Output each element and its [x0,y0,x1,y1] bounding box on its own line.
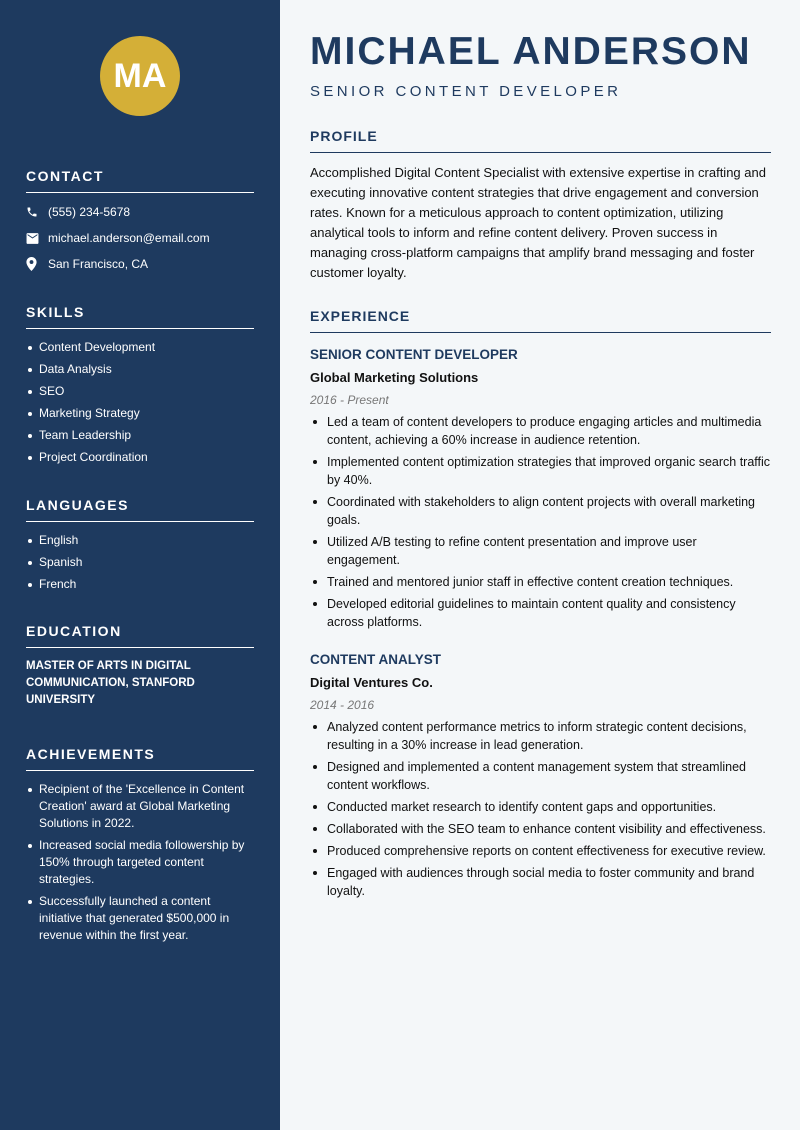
contact-location[interactable] [26,251,254,277]
skill-item: SEO [26,383,254,400]
phone-text: (555) 234-5678 [48,205,131,219]
job-bullet: Conducted market research to identify content gaps and opportunities. [310,798,771,816]
job-bullet: Collaborated with the SEO team to enhance content visibility and effectiveness. [310,820,771,838]
education-section [26,623,254,709]
avatar: MA [100,36,180,116]
job-bullet: Trained and mentored junior staff in effective content creation techniques. [310,573,771,591]
job-bullet: Designed and implemented a content management system that streamlined content workflows. [310,758,771,794]
job-dates: 2016 - Present [310,393,389,407]
achievement-item: Increased social media followership by 150% through targeted content strategies. [26,837,254,888]
skill-item: Marketing Strategy [26,405,254,422]
job-bullet: Produced comprehensive reports on content effectiveness for executive review. [310,842,771,860]
languages-title: LANGUAGES [26,497,254,522]
languages-section [26,497,254,598]
job-entry [310,650,771,904]
skills-list [26,339,254,466]
achievement-item: Successfully launched a content initiative that generated $500,000 in revenue within the first year. [26,893,254,944]
skills-title: SKILLS [26,304,254,329]
job-bullet: Analyzed content performance metrics to inform strategic content decisions, resulting in a 30% increase in lead generation. [310,718,771,754]
email-text: michael.anderson@email.com [48,231,210,245]
experience-title: EXPERIENCE [310,308,771,333]
job-company: Digital Ventures Co. [310,675,433,690]
person-name: MICHAEL ANDERSON [310,30,752,73]
job-bullets [310,413,771,631]
person-role: SENIOR CONTENT DEVELOPER [310,83,622,100]
achievements-list [26,781,254,944]
job-bullet: Engaged with audiences through social media to foster community and brand loyalty. [310,864,771,900]
languages-list [26,532,254,593]
skill-item: Team Leadership [26,427,254,444]
contact-section [26,168,254,277]
email-icon [26,233,48,244]
job-bullet: Implemented content optimization strategies that improved organic search traffic by 40%. [310,453,771,489]
education-title: EDUCATION [26,623,254,648]
job-dates: 2014 - 2016 [310,698,375,712]
job-bullet: Led a team of content developers to produce engaging articles and multimedia content, achieving a 60% increase in audience retention. [310,413,771,449]
job-title: SENIOR CONTENT DEVELOPER [310,347,518,362]
job-bullet: Developed editorial guidelines to maintain content quality and consistency across platforms. [310,595,771,631]
education-degree: MASTER OF ARTS IN DIGITAL COMMUNICATION, STANFORD UNIVERSITY [26,660,195,706]
phone-icon [26,206,48,218]
skill-item: Data Analysis [26,361,254,378]
language-item: Spanish [26,554,254,571]
language-item: French [26,576,254,593]
location-pin-icon [26,257,48,271]
location-text: San Francisco, CA [48,257,149,271]
job-bullet: Utilized A/B testing to refine content presentation and improve user engagement. [310,533,771,569]
profile-title: PROFILE [310,128,771,153]
skill-item: Content Development [26,339,254,356]
job-title: CONTENT ANALYST [310,652,442,667]
skill-item: Project Coordination [26,449,254,466]
contact-email[interactable] [26,225,254,251]
skills-section [26,304,254,471]
job-bullets [310,718,771,900]
achievement-item: Recipient of the 'Excellence in Content Creation' award at Global Marketing Solutions in 2022. [26,781,254,832]
language-item: English [26,532,254,549]
achievements-section [26,746,254,949]
contact-title: CONTACT [26,168,254,193]
job-company: Global Marketing Solutions [310,370,479,385]
achievements-title: ACHIEVEMENTS [26,746,254,771]
job-entry [310,345,771,635]
profile-text: Accomplished Digital Content Specialist with extensive expertise in crafting and executing innovative content strategies that drive engagement and conversion rates. Known for a meticulous approach to content optimization, utilizing analytical tools to inform and refine content delivery. Proven success in managing cross-platform campaigns that amplify brand messaging and foster customer loyalty. [310,165,766,280]
job-bullet: Coordinated with stakeholders to align content projects with overall marketing goals. [310,493,771,529]
sidebar [0,0,280,1130]
contact-phone[interactable] [26,199,254,225]
